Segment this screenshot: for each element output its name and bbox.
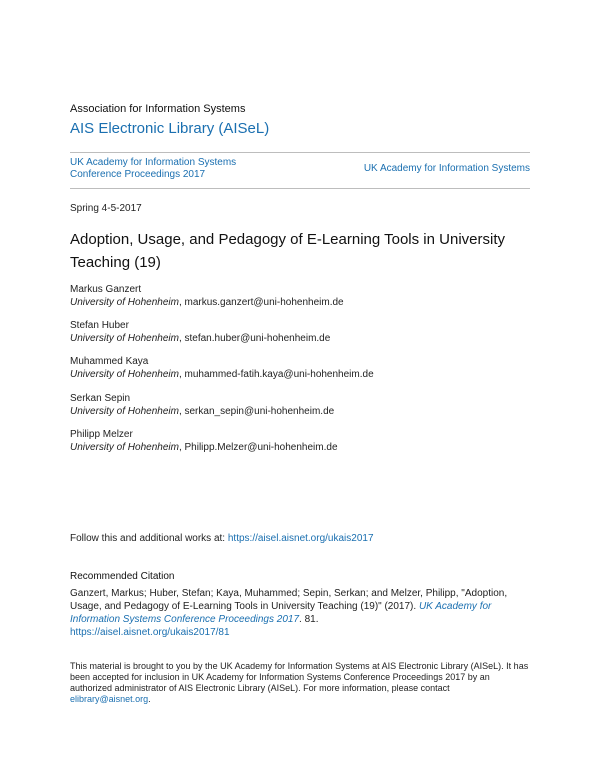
citation-number: . 81. — [299, 614, 319, 625]
organization-name: Association for Information Systems — [70, 103, 246, 115]
author-email: , markus.ganzert@uni-hohenheim.de — [178, 297, 344, 308]
notice-end: . — [148, 694, 151, 704]
library-link[interactable]: AIS Electronic Library (AISeL) — [70, 120, 270, 137]
author-email: , stefan.huber@uni-hohenheim.de — [178, 333, 331, 344]
divider-top — [70, 152, 530, 153]
author-affiliation: University of Hohenheim — [70, 333, 179, 344]
author-name: Stefan Huber — [70, 320, 129, 331]
author-email: , muhammed-fatih.kaya@uni-hohenheim.de — [178, 369, 374, 380]
divider-bottom — [70, 188, 530, 189]
follow-text: Follow this and additional works at: — [70, 533, 228, 544]
author-affiliation: University of Hohenheim — [70, 369, 179, 380]
author-affiliation: University of Hohenheim — [70, 442, 179, 453]
author-name: Muhammed Kaya — [70, 356, 149, 367]
follow-line — [70, 533, 374, 544]
publication-date: Spring 4-5-2017 — [70, 203, 142, 214]
author-entry — [70, 393, 334, 419]
contact-email-link[interactable]: elibrary@aisnet.org — [70, 694, 149, 704]
citation-link[interactable]: https://aisel.aisnet.org/ukais2017/81 — [70, 627, 230, 638]
author-affiliation: University of Hohenheim — [70, 297, 179, 308]
author-email: , Philipp.Melzer@uni-hohenheim.de — [178, 442, 338, 453]
citation-body — [70, 587, 530, 639]
author-entry — [70, 320, 330, 346]
paper-title: Adoption, Usage, and Pedagogy of E-Learning Tools in University Teaching (19) — [70, 231, 505, 271]
author-name: Philipp Melzer — [70, 429, 133, 440]
notice-text: This material is brought to you by the UK Academy for Information Systems at AIS Electronic Library (AISeL). It has been accepted for inclusion in UK Academy for Information Systems Conference Proceedings 2017 by an authorized administrator of AIS Electronic Library (AISeL). For more information, please contact — [70, 661, 529, 693]
author-name: Serkan Sepin — [70, 393, 131, 404]
citation-journal-link[interactable]: UK Academy for Information Systems Conference Proceedings 2017 — [70, 601, 492, 625]
collection-link[interactable]: UK Academy for Information Systems Conference Proceedings 2017 — [70, 157, 237, 180]
author-entry — [70, 284, 344, 310]
community-link[interactable]: UK Academy for Information Systems — [363, 163, 530, 174]
follow-link[interactable]: https://aisel.aisnet.org/ukais2017 — [227, 533, 374, 544]
author-entry — [70, 429, 338, 455]
author-email: , serkan_sepin@uni-hohenheim.de — [178, 406, 335, 417]
citation-heading: Recommended Citation — [70, 571, 175, 582]
access-notice — [70, 661, 530, 705]
author-entry — [70, 356, 374, 382]
author-name: Markus Ganzert — [70, 284, 142, 295]
citation-text: Ganzert, Markus; Huber, Stefan; Kaya, Muhammed; Sepin, Serkan; and Melzer, Philipp, "Adoption, Usage, and Pedagogy of E-Learning Tools in University Teaching (19)" (2017). — [70, 588, 508, 612]
author-affiliation: University of Hohenheim — [70, 406, 179, 417]
